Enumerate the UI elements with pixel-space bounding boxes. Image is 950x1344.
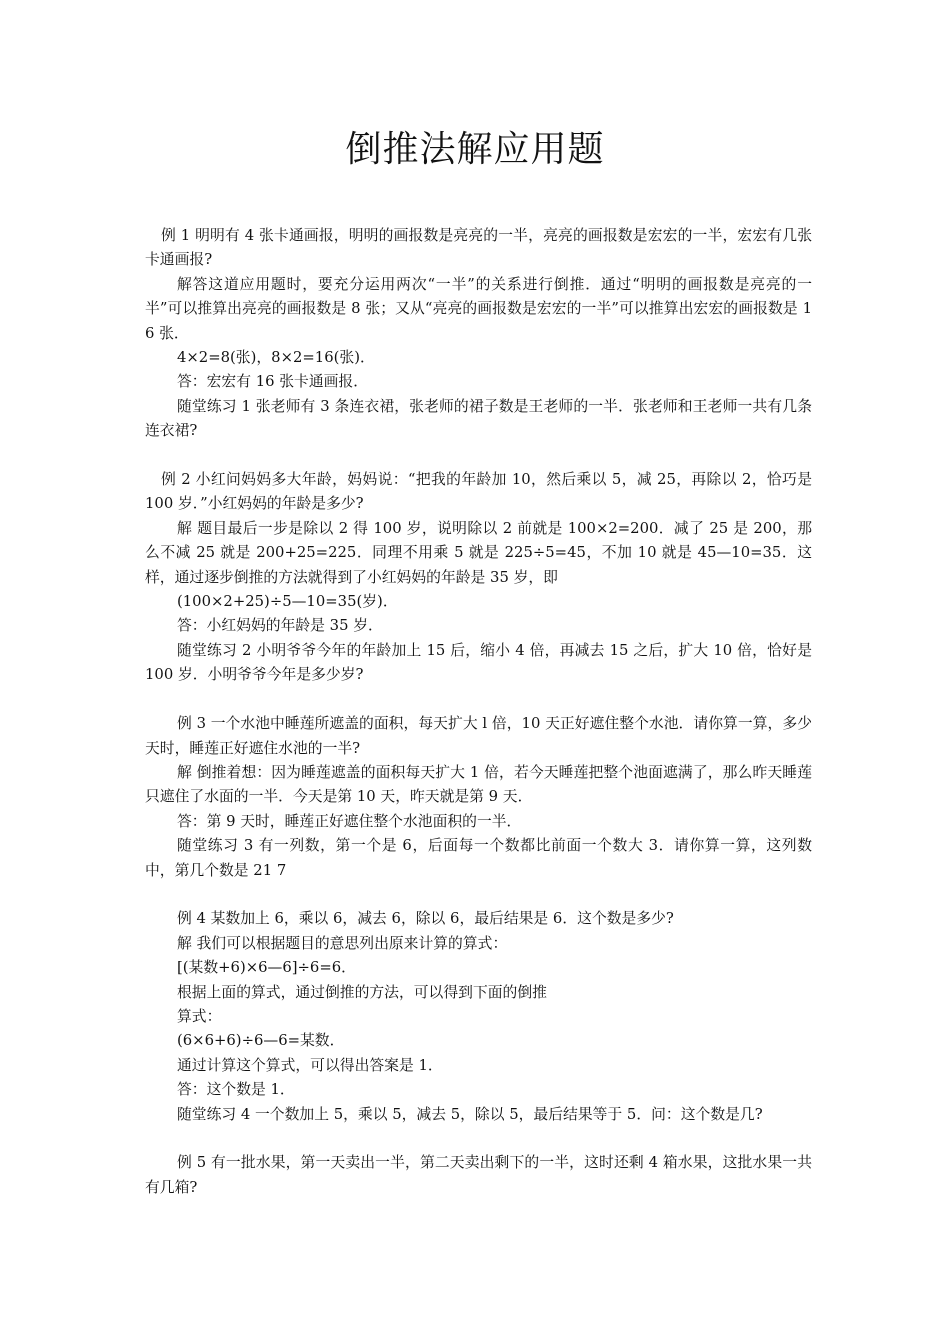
practice-3: 随堂练习 3 有一列数，第一个是 6，后面每一个数都比前面一个数大 3．请你算一算，这列数中，第几个数是 21 7 xyxy=(145,837,812,879)
example-2-answer: 答：小红妈妈的年龄是 35 岁． xyxy=(177,617,383,635)
spacer xyxy=(145,444,812,468)
example-2-question: 例 2 小红问妈妈多大年龄，妈妈说：“把我的年龄加 10，然后乘以 5，减 25，再除以 2，恰巧是 100 岁．”小红妈妈的年龄是多少? xyxy=(145,471,812,513)
document-body xyxy=(145,224,812,1200)
example-1-solution: 解答这道应用题时，要充分运用两次“一半”的关系进行倒推．通过“明明的画报数是亮亮的一半”可以推算出亮亮的画报数是 8 张；又从“亮亮的画报数是宏宏的一半”可以推算出宏宏的画报数是 1 6 张． xyxy=(145,275,812,342)
example-4-question: 例 4 某数加上 6，乘以 6，减去 6，除以 6，最后结果是 6．这个数是多少? xyxy=(177,910,674,928)
example-2-formula: (100×2+25)÷5—10=35(岁)． xyxy=(177,593,398,611)
example-4-label: 算式： xyxy=(177,1007,222,1025)
example-4-formula: [(某数+6)×6—6]÷6=6． xyxy=(177,959,356,977)
page-title: 倒推法解应用题 xyxy=(345,129,605,170)
example-2-solution: 解 题目最后一步是除以 2 得 100 岁，说明除以 2 前就是 100×2=200．减了 25 是 200，那么不减 25 就是 200+25=225．同理不用乘 5 就是 225÷5=45，不加 10 就是 45—10=35．这样，通过逐步倒推的方法就得到了小红妈妈的年龄是 35 岁，即 xyxy=(145,519,812,586)
example-5-question: 例 5 有一批水果，第一天卖出一半，第二天卖出剩下的一半，这时还剩 4 箱水果，这批水果一共有几箱? xyxy=(145,1154,812,1196)
example-4-explanation: 根据上面的算式，通过倒推的方法，可以得到下面的倒推 xyxy=(177,983,547,1001)
example-4-result: 通过计算这个算式，可以得出答案是 1． xyxy=(177,1056,443,1074)
example-4-reverse-formula: (6×6+6)÷6—6=某数． xyxy=(177,1032,345,1050)
document-page xyxy=(145,0,812,1344)
spacer xyxy=(145,1127,812,1151)
example-3-question: 例 3 一个水池中睡莲所遮盖的面积，每天扩大 l 倍，10 天正好遮住整个水池．请你算一算，多少天时，睡莲正好遮住水池的一半? xyxy=(145,715,812,757)
practice-1: 随堂练习 1 张老师有 3 条连衣裙，张老师的裙子数是王老师的一半．张老师和王老师一共有几条连衣裙? xyxy=(145,397,812,440)
example-3-answer: 答：第 9 天时，睡莲正好遮住整个水池面积的一半． xyxy=(177,812,522,830)
example-1-question: 例 1 明明有 4 张卡通画报，明明的画报数是亮亮的一半，亮亮的画报数是宏宏的一半，宏宏有几张卡通画报? xyxy=(145,227,812,269)
example-4-answer: 答：这个数是 1． xyxy=(177,1081,295,1099)
practice-2: 随堂练习 2 小明爷爷今年的年龄加上 15 后，缩小 4 倍，再减去 15 之后，扩大 10 倍，恰好是 100 岁．小明爷爷今年是多少岁? xyxy=(145,641,812,684)
practice-4: 随堂练习 4 一个数加上 5，乘以 5，减去 5，除以 5，最后结果等于 5．问：这个数是几? xyxy=(177,1105,763,1123)
example-1-answer: 答：宏宏有 16 张卡通画报． xyxy=(177,373,369,391)
example-1-formula: 4×2=8(张)，8×2=16(张)． xyxy=(177,349,375,367)
spacer xyxy=(145,688,812,712)
example-4-solution: 解 我们可以根据题目的意思列出原来计算的算式： xyxy=(177,934,508,952)
spacer xyxy=(145,883,812,907)
example-3-solution: 解 倒推着想：因为睡莲遮盖的面积每天扩大 1 倍，若今天睡莲把整个池面遮满了，那么昨天睡莲只遮住了水面的一半．今天是第 10 天，昨天就是第 9 天． xyxy=(145,763,812,806)
